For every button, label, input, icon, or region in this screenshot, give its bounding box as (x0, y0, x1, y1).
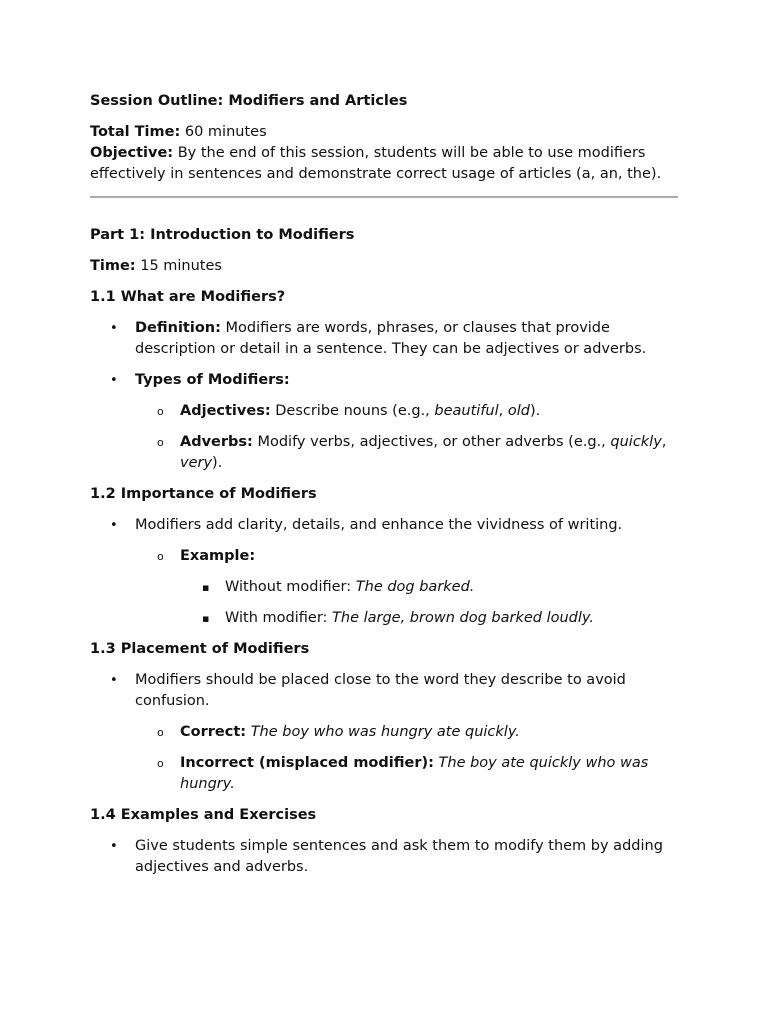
objective-label: Objective: (90, 145, 174, 161)
list-item-definition: • Definition: Modifiers are words, phrases, or clauses that provide description or detail in a sentence. They can be adjectives or adverbs. (110, 320, 647, 357)
section-1-1-list (90, 318, 678, 474)
bullet-icon: • (110, 373, 118, 388)
bullet-icon: • (110, 673, 118, 688)
list-item-placement: • Modifiers should be placed close to the word they describe to avoid confusion. (110, 672, 626, 709)
list-item-without-modifier: ▪ Without modifier: The dog barked. (90, 577, 678, 598)
total-time-line (90, 122, 678, 143)
part1-time (90, 256, 678, 277)
section-1-2-heading: 1.2 Importance of Modifiers (90, 486, 317, 502)
list-item-exercises: • Give students simple sentences and ask them to modify them by adding adjectives and adverbs. (110, 838, 663, 875)
horizontal-rule (90, 196, 678, 198)
section-1-4-list (90, 836, 678, 878)
circle-bullet-icon: o (157, 726, 164, 739)
square-bullet-icon: ▪ (202, 581, 210, 594)
objective-text: By the end of this session, students will be able to use modifiers effectively in sentences and demonstrate correct usage of articles (a, an, the). (90, 145, 662, 182)
section-1-3-list (90, 670, 678, 795)
list-item-types: • Types of Modifiers: (90, 370, 678, 391)
section-1-2-list (90, 515, 678, 629)
objective-line (90, 143, 678, 185)
part1-time-value: 15 minutes (140, 258, 222, 274)
part1-title: Part 1: Introduction to Modifiers (90, 227, 355, 243)
section-1-4-heading: 1.4 Examples and Exercises (90, 807, 317, 823)
document-title: Session Outline: Modifiers and Articles (90, 93, 408, 109)
total-time-value: 60 minutes (184, 124, 267, 140)
circle-bullet-icon: o (157, 405, 164, 418)
list-item-correct: o Correct: The boy who was hungry ate quickly. (90, 722, 678, 743)
list-item-incorrect: o Incorrect (misplaced modifier): The boy ate quickly who was hungry. (157, 755, 649, 792)
circle-bullet-icon: o (157, 757, 164, 770)
list-item-example: o Example: (90, 546, 678, 567)
circle-bullet-icon: o (157, 550, 164, 563)
list-item-adverbs: o Adverbs: Modify verbs, adjectives, or other adverbs (e.g., quickly, very). (157, 434, 667, 471)
list-item-adjectives: o Adjectives: Describe nouns (e.g., beautiful, old). (90, 401, 678, 422)
list-item-with-modifier: ▪ With modifier: The large, brown dog barked loudly. (90, 608, 678, 629)
section-1-3-heading: 1.3 Placement of Modifiers (90, 641, 310, 657)
part1-time-label: Time: (90, 258, 136, 274)
bullet-icon: • (110, 839, 118, 854)
list-item-importance: • Modifiers add clarity, details, and enhance the vividness of writing. (90, 515, 678, 536)
bullet-icon: • (110, 321, 118, 336)
bullet-icon: • (110, 518, 118, 533)
square-bullet-icon: ▪ (202, 612, 210, 625)
total-time-label: Total Time: (90, 124, 181, 140)
section-1-1-heading: 1.1 What are Modifiers? (90, 289, 286, 305)
circle-bullet-icon: o (157, 436, 164, 449)
